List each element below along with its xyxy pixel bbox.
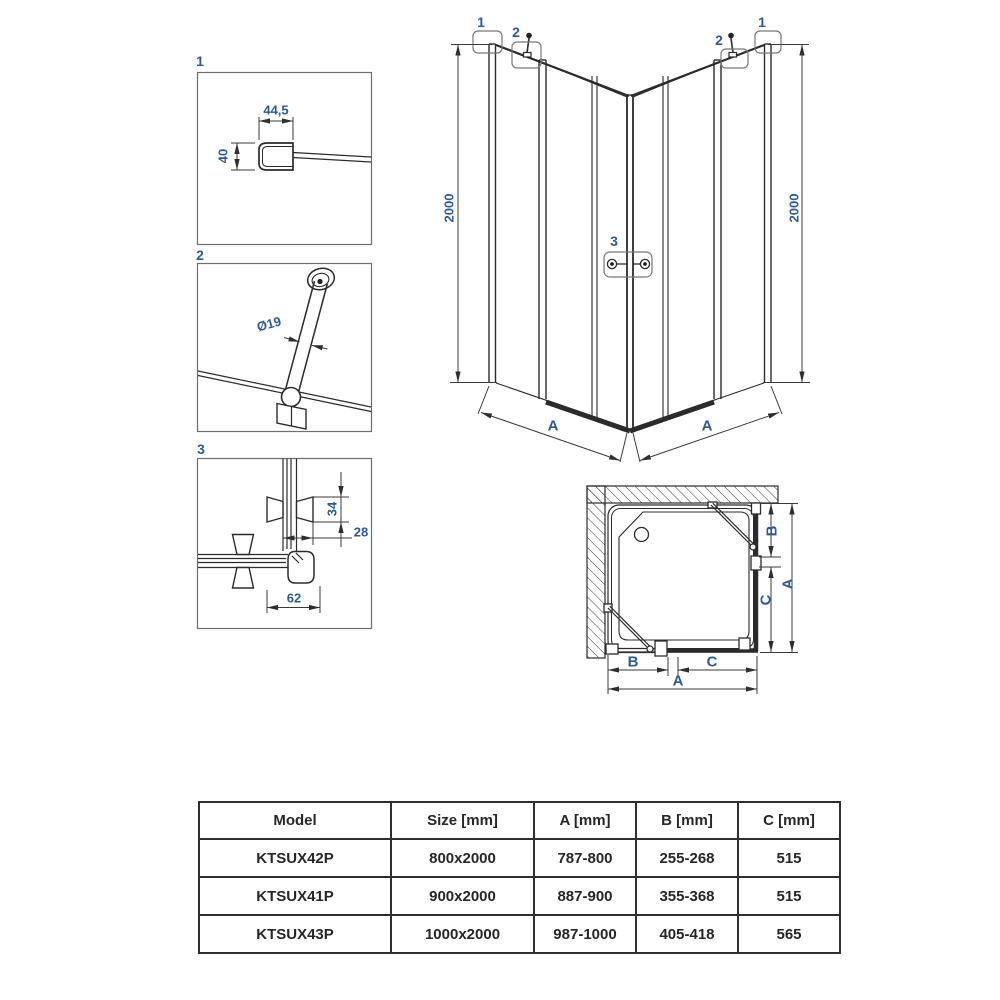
table-row <box>199 839 840 877</box>
plan-dim-a-right: A <box>779 578 797 590</box>
column-header-model: Model <box>199 802 391 839</box>
elevation-callout-2-right: 2 <box>715 32 723 48</box>
elevation-callout-1-right: 1 <box>758 14 766 30</box>
table-row <box>199 877 840 915</box>
column-header-b: B [mm] <box>636 802 738 839</box>
detail-3-corner-dim: 62 <box>286 590 302 606</box>
detail-1-number: 1 <box>196 53 204 69</box>
cell-b: 405-418 <box>636 915 738 953</box>
elevation-height-left: 2000 <box>441 193 457 223</box>
plan-dim-b-right: B <box>763 525 781 537</box>
cell-size: 800x2000 <box>391 839 534 877</box>
detail-2-number: 2 <box>196 247 204 263</box>
cell-b: 355-368 <box>636 877 738 915</box>
detail-3-number: 3 <box>197 441 205 457</box>
spec-table <box>198 801 841 954</box>
detail-3-offset-dim: 28 <box>353 524 369 540</box>
plan-dim-c-right: C <box>757 594 775 606</box>
cell-c: 565 <box>738 915 840 953</box>
cell-c: 515 <box>738 839 840 877</box>
column-header-c: C [mm] <box>738 802 840 839</box>
detail-3-knob-dim: 34 <box>324 501 340 517</box>
elevation-width-a-right: A <box>701 417 713 435</box>
elevation-height-right: 2000 <box>786 193 802 223</box>
elevation-callout-2-left: 2 <box>512 24 520 40</box>
table-header-row <box>199 802 840 839</box>
detail-1-width-dim: 44,5 <box>263 102 289 118</box>
cell-a: 987-1000 <box>534 915 636 953</box>
table-row <box>199 915 840 953</box>
elevation-callout-1-left: 1 <box>477 14 485 30</box>
detail-3-drawing <box>198 459 372 629</box>
cell-a: 887-900 <box>534 877 636 915</box>
corner-knobs <box>607 259 649 268</box>
detail-2-drawing <box>198 264 372 432</box>
detail-2-diameter-dim: Ø19 <box>255 313 283 335</box>
cell-model: KTSUX42P <box>199 839 391 877</box>
column-header-size: Size [mm] <box>391 802 534 839</box>
cell-model: KTSUX43P <box>199 915 391 953</box>
elevation-callout-3: 3 <box>610 233 618 249</box>
cell-b: 255-268 <box>636 839 738 877</box>
elevation-width-a-left: A <box>547 417 559 435</box>
plan-view-drawing <box>587 486 798 694</box>
elevation-drawing <box>450 31 810 462</box>
cell-size: 1000x2000 <box>391 915 534 953</box>
support-bar-pin <box>524 33 737 57</box>
cell-size: 900x2000 <box>391 877 534 915</box>
cell-model: KTSUX41P <box>199 877 391 915</box>
plan-dim-b-bottom: B <box>627 653 639 671</box>
cell-c: 515 <box>738 877 840 915</box>
plan-dim-a-bottom: A <box>672 672 684 690</box>
plan-dim-c-bottom: C <box>706 653 718 671</box>
cell-a: 787-800 <box>534 839 636 877</box>
detail-1-height-dim: 40 <box>215 148 231 164</box>
column-header-a: A [mm] <box>534 802 636 839</box>
